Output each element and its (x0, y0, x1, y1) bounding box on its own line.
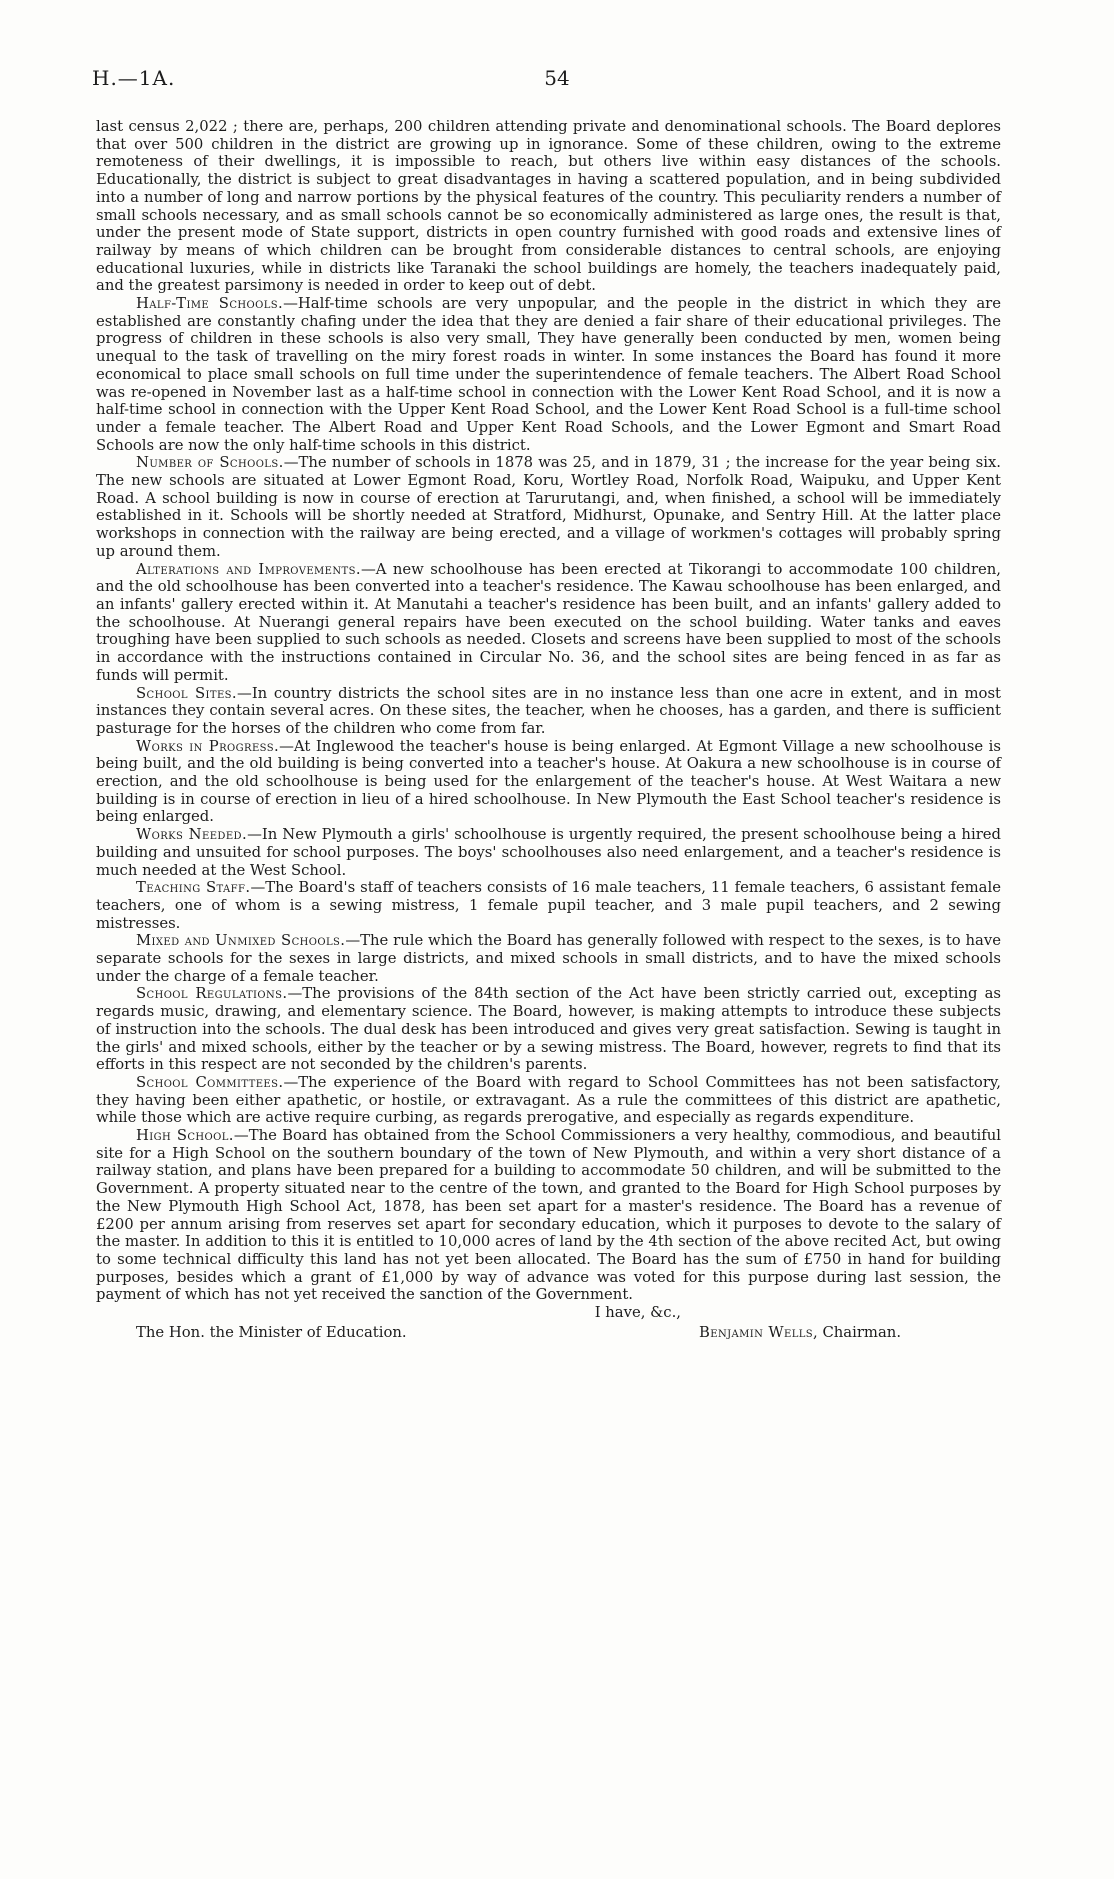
signatory-name: Benjamin Wells (699, 1323, 814, 1341)
paragraph-text: —The number of schools in 1878 was 25, and in 1879, 31 ; the increase for the year being six. The new schools are situated at Lower Egmont Road, Koru, Wortley Road, Norfolk Road, Waipuku, and Upper Kent Road. A school building is now in course of erection at Tarurutangi, and, when finished, a school will be immediately established in it. Schools will be shortly needed at Stratford, Midhurst, Opunake, and Sentry Hill. At the latter place workshops in connection with the railway are being erected, and a village of workmen's cottages will probably spring up around them. (96, 454, 1001, 560)
paragraph-teaching-staff (96, 879, 1001, 932)
paragraph-text: —The Board has obtained from the School Commissioners a very healthy, commodious, and beautiful site for a High School on the southern boundary of the town of New Plymouth, and within a very short distance of a railway station, and plans have been prepared for a building to accommodate 50 children, and will be submitted to the Government. A property situated near to the centre of the town, and granted to the Board for High School purposes by the New Plymouth High School Act, 1878, has been set apart for a master's residence. The Board has a revenue of £200 per annum arising from reserves set apart for secondary education, which it purposes to devote to the salary of the master. In addition to this it is entitled to 10,000 acres of land by the 4th section of the above recited Act, but owing to some technical difficulty this land has not yet been allocated. The Board has the sum of £750 in hand for building purposes, besides which a grant of £1,000 by way of advance was voted for this purpose during last session, the payment of which has not yet received the sanction of the Government. (96, 1127, 1001, 1304)
closing-line: I have, &c., (594, 1304, 681, 1322)
paragraph-works-needed (96, 826, 1001, 879)
document-reference: H.—1A. (92, 66, 176, 90)
section-heading: Half-Time Schools. (136, 295, 284, 313)
section-heading: School Regulations. (136, 985, 288, 1003)
paragraph-school-committees (96, 1074, 1001, 1127)
paragraph-text: —The rule which the Board has generally followed with respect to the sexes, is to have separate schools for the sexes in large districts, and mixed schools in small districts, and to have the mixed schools under the charge of a female teacher. (96, 932, 1001, 985)
signatory-title: , Chairman. (813, 1323, 902, 1341)
section-heading: Works Needed. (136, 826, 248, 844)
section-heading: Alterations and Improvements. (136, 560, 361, 578)
paragraph-number-of-schools (96, 454, 1001, 560)
section-heading: Number of Schools. (136, 454, 284, 472)
paragraph-text: —In country districts the school sites are in no instance less than one acre in extent, and in most instances they contain several acres. On these sites, the teacher, when he chooses, has a garden, and there is sufficient pasturage for the horses of the children who come from far. (96, 684, 1001, 737)
section-heading: School Sites. (136, 684, 238, 702)
paragraph-intro (96, 118, 1001, 295)
signatory (699, 1324, 901, 1342)
paragraph-text: —The Board's staff of teachers consists of 16 male teachers, 11 female teachers, 6 assistant female teachers, one of whom is a sewing mistress, 1 female pupil teacher, and 3 male pupil teachers, and 2 sewing mistresses. (96, 879, 1001, 932)
page-header (0, 66, 1114, 94)
paragraph-text: last census 2,022 ; there are, perhaps, 200 children attending private and denominational schools. The Board deplores that over 500 children in the district are growing up in ignorance. Some of these children, owing to the extreme remoteness of their dwellings, it is impossible to reach, but others live within easy distances of the schools. Educationally, the district is subject to great disadvantages in having a scattered population, and in being subdivided into a number of long and narrow portions by the physical features of the country. This peculiarity renders a number of small schools necessary, and as small schools cannot be so economically administered as large ones, the result is that, under the present mode of State support, districts in open country furnished with good roads and extensive lines of railway by means of which children can be brought from considerable distances to central schools, are enjoying educational luxuries, while in districts like Taranaki the school buildings are homely, the teachers inadequately paid, and the greatest parsimony is needed in order to keep out of debt. (96, 118, 1001, 295)
paragraph-works-in-progress (96, 738, 1001, 827)
paragraph-alterations (96, 561, 1001, 685)
signature-block (96, 1322, 1001, 1344)
paragraph-text: —A new schoolhouse has been erected at Tikorangi to accommodate 100 children, and the old schoolhouse has been converted into a teacher's residence. The Kawau schoolhouse has been enlarged, and an infants' gallery erected within it. At Manutahi a teacher's residence has been built, and an infants' gallery added to the schoolhouse. At Nuerangi general repairs have been executed on the school building. Water tanks and eaves troughing have been supplied to such schools as needed. Closets and screens have been supplied to most of the schools in accordance with the instructions contained in Circular No. 36, and the school sites are being fenced in as far as funds will permit. (96, 560, 1002, 684)
report-body (96, 118, 1001, 1344)
section-heading: Teaching Staff. (136, 879, 251, 897)
paragraph-text: —The provisions of the 84th section of the Act have been strictly carried out, excepting as regards music, drawing, and elementary science. The Board, however, is making attempts to introduce these subjects of instruction into the schools. The dual desk has been introduced and gives very great satisfaction. Sewing is taught in the girls' and mixed schools, either by the teacher or by a sewing mistress. The Board, however, regrets to find that its efforts in this respect are not seconded by the children's parents. (96, 985, 1001, 1074)
section-heading: Works in Progress. (136, 737, 280, 755)
paragraph-text: —Half-time schools are very unpopular, and the people in the district in which they are established are constantly chafing under the idea that they are denied a fair share of their educational privileges. The progress of children in these schools is also very small, They have generally been conducted by men, women being unequal to the task of travelling on the miry forest roads in winter. In some instances the Board has found it more economical to place small schools on full time under the superintendence of female teachers. The Albert Road School was re-opened in November last as a half-time school in connection with the Lower Kent Road School, and it is now a half-time school in connection with the Upper Kent Road School, and the Lower Kent Road School is a full-time school under a female teacher. The Albert Road and Upper Kent Road Schools, and the Lower Egmont and Smart Road Schools are now the only half-time schools in this district. (96, 295, 1002, 454)
paragraph-text: —At Inglewood the teacher's house is being enlarged. At Egmont Village a new schoolhouse is being built, and the old building is being converted into a teacher's house. At Oakura a new schoolhouse is in course of erection, and the old schoolhouse is being used for the enlargement of the teacher's house. At West Waitara a new building is in course of erection in lieu of a hired schoolhouse. In New Plymouth the East School teacher's residence is being enlarged. (96, 737, 1002, 826)
paragraph-mixed-schools (96, 932, 1001, 985)
paragraph-school-regulations (96, 985, 1001, 1074)
paragraph-text: —In New Plymouth a girls' schoolhouse is urgently required, the present schoolhouse being a hired building and unsuited for school purposes. The boys' schoolhouses also need enlargement, and a teacher's residence is much needed at the West School. (96, 826, 1001, 879)
paragraph-school-sites (96, 685, 1001, 738)
section-heading: Mixed and Unmixed Schools. (136, 932, 346, 950)
paragraph-text: —The experience of the Board with regard to School Committees has not been satisfactory, they having been either apathetic, or hostile, or extravagant. As a rule the committees of this district are apathetic, while those which are active require curbing, as regards prerogative, and especially as regards expenditure. (96, 1073, 1002, 1127)
page-number: 54 (544, 66, 570, 90)
paragraph-high-school (96, 1127, 1001, 1304)
section-heading: School Committees. (136, 1073, 284, 1091)
section-heading: High School. (136, 1127, 234, 1145)
addressee: The Hon. the Minister of Education. (136, 1323, 407, 1341)
paragraph-half-time-schools (96, 295, 1001, 454)
